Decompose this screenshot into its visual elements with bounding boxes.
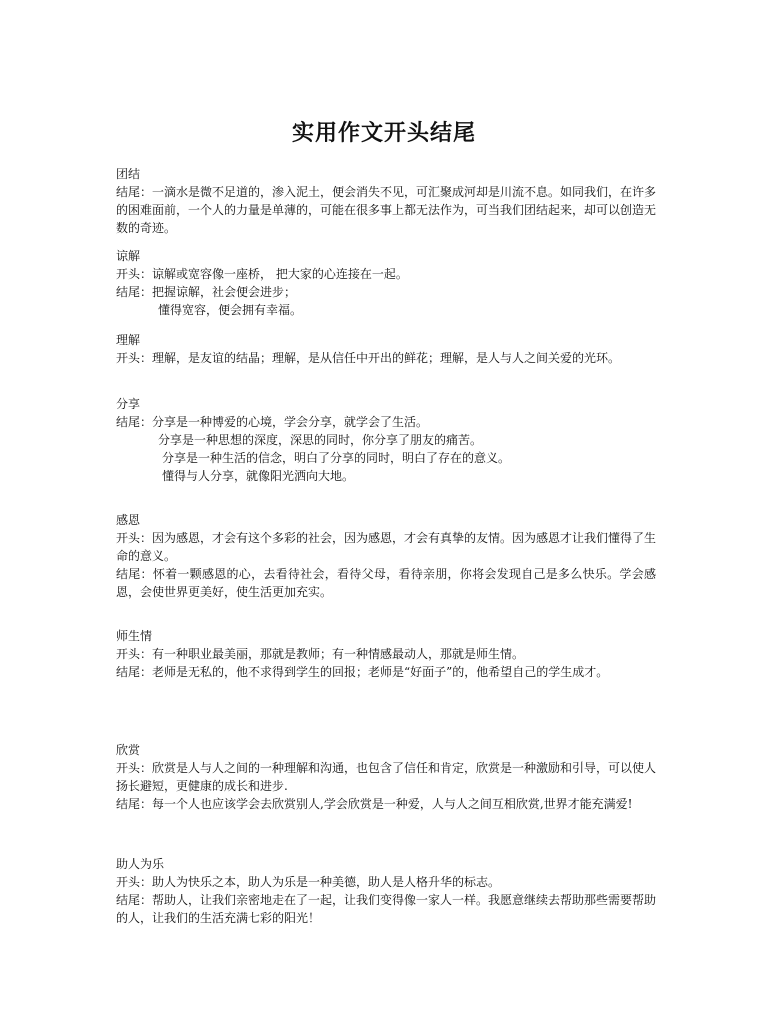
section-heading: 理解: [116, 333, 141, 347]
section-line: 结尾：分享是一种博爱的心境，学会分享，就学会了生活。: [116, 415, 429, 429]
section-paragraph: 结尾：每一个人也应该学会去欣赏别人,学会欣赏是一种爱，人与人之间互相欣赏,世界才能充满爱!: [116, 797, 633, 811]
section-heading: 感恩: [116, 513, 141, 527]
section-heading: 助人为乐: [116, 857, 165, 871]
section-paragraph: 开头：欣赏是人与人之间的一种理解和沟通，也包含了信任和肯定，欣赏是一种激励和引导，可以使人扬长避短，更健康的成长和进步.: [116, 761, 657, 793]
section-line: 分享是一种思想的深度，深思的同时，你分享了朋友的痛苦。: [158, 433, 483, 447]
section-paragraph: 结尾：一滴水是微不足道的，渗入泥土，便会消失不见，可汇聚成河却是川流不息。如同我们，在许多的困难面前，一个人的力量是单薄的，可能在很多事上都无法作为，可当我们团结起来，却可以创造无数的奇迹。: [116, 185, 657, 235]
section-paragraph: 结尾：帮助人，让我们亲密地走在了一起，让我们变得像一家人一样。我愿意继续去帮助那些需要帮助的人，让我们的生活充满七彩的阳光！: [116, 893, 657, 925]
section-helping-others: [116, 855, 656, 927]
section-paragraph: 开头：因为感恩，才会有这个多彩的社会，因为感恩，才会有真挚的友情。因为感恩才让我们懂得了生命的意义。: [116, 531, 657, 563]
section-teacher-student: [116, 627, 656, 681]
section-line: 懂得与人分享，就像阳光洒向大地。: [162, 469, 355, 483]
section-heading: 欣赏: [116, 743, 141, 757]
section-heading: 谅解: [116, 249, 141, 263]
section-paragraph: 开头：有一种职业最美丽，那就是教师；有一种情感最动人，那就是师生情。: [116, 647, 525, 661]
section-paragraph: 结尾：老师是无私的，他不求得到学生的回报；老师是“好面子”的，他希望自己的学生成才。: [116, 665, 609, 679]
section-gratitude: [116, 511, 656, 601]
section-paragraph: 开头：理解，是友谊的结晶；理解，是从信任中开出的鲜花；理解，是人与人之间关爱的光环。: [116, 351, 621, 365]
section-paragraph: 结尾：怀着一颗感恩的心，去看待社会，看待父母，看待亲朋，你将会发现自己是多么快乐。学会感恩，会使世界更美好，使生活更加充实。: [116, 567, 656, 599]
section-understanding: [116, 331, 656, 367]
document-title: 实用作文开头结尾: [291, 120, 476, 146]
section-heading: 师生情: [116, 629, 153, 643]
section-line: 懂得宽容，便会拥有幸福。: [158, 303, 303, 317]
section-paragraph: 开头：助人为快乐之本，助人为乐是一种美德，助人是人格升华的标志。: [116, 875, 501, 889]
section-unity: [116, 165, 656, 237]
section-heading: 分享: [116, 397, 141, 411]
section-line: 结尾：把握谅解，社会便会进步；: [116, 285, 297, 299]
section-sharing: [116, 395, 656, 485]
section-appreciation: [116, 741, 656, 813]
section-line: 分享是一种生活的信念，明白了分享的同时，明白了存在的意义。: [162, 451, 511, 465]
section-forgiveness: [116, 247, 656, 319]
section-heading: 团结: [116, 167, 141, 181]
section-line: 开头：谅解或宽容像一座桥， 把大家的心连接在一起。: [116, 267, 408, 281]
